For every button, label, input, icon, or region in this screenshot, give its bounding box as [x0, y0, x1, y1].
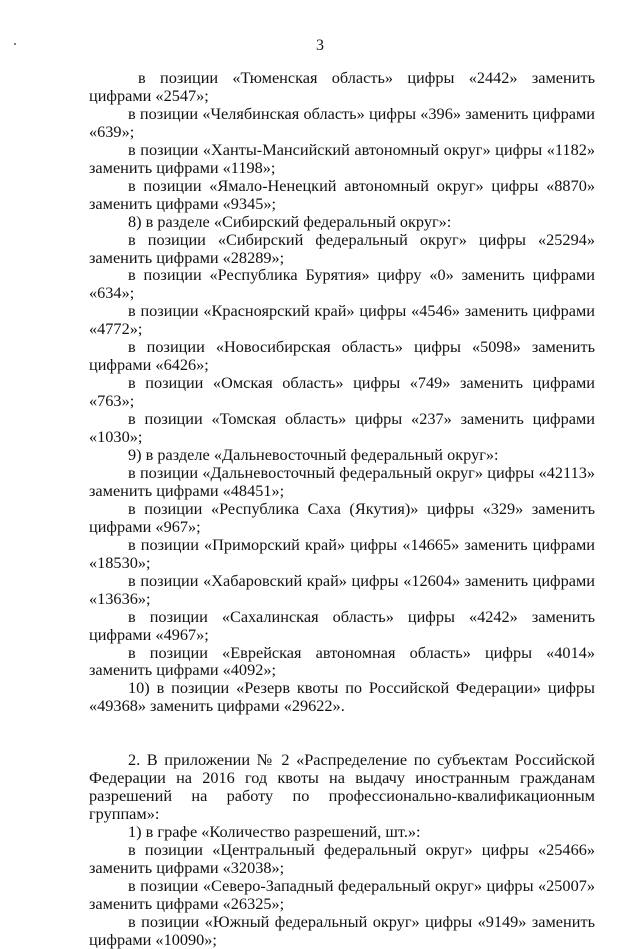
paragraph: в позиции «Новосибирская область» цифры «5098» заменить цифрами «6426»; [89, 337, 595, 375]
paragraph: в позиции «Тюменская область» цифры «2442» заменить цифрами «2547»; [89, 68, 595, 105]
paragraph: в позиции «Ханты-Мансийский автономный округ» цифры «1182» заменить цифрами «1198»; [89, 139, 595, 177]
paragraph: в позиции «Томская область» цифры «237» заменить цифрами «1030»; [89, 409, 595, 447]
paragraph: в позиции «Северо-Западный федеральный округ» цифры «25007» заменить цифрами «26325»; [89, 875, 595, 913]
paragraph: 2. В приложении № 2 «Распределение по субъектам Российской Федерации на 2016 год квоты на выдачу иностранным гражданам разрешений на работу по профессионально-квалификационным группам»: [89, 750, 595, 824]
paragraph: в позиции «Ямало-Ненецкий автономный округ» цифры «8870» заменить цифрами «9345»; [89, 175, 595, 213]
paragraph: в позиции «Сибирский федеральный округ» цифры «25294» заменить цифрами «28289»; [89, 229, 595, 267]
page-number: 3 [316, 37, 324, 54]
paragraph: в позиции «Омская область» цифры «749» заменить цифрами «763»; [89, 373, 595, 411]
paragraph: в позиции «Республика Бурятия» цифру «0» заменить цифрами «634»; [89, 265, 595, 303]
paragraph: в позиции «Центральный федеральный округ» цифры «25466» заменить цифрами «32038»; [89, 840, 595, 878]
section-heading: 8) в разделе «Сибирский федеральный округ»: [128, 211, 452, 231]
paragraph: в позиции «Южный федеральный округ» цифры «9149» заменить цифрами «10090»; [89, 911, 595, 949]
paragraph: в позиции «Приморский край» цифры «14665» заменить цифрами «18530»; [89, 534, 595, 572]
section-heading: 9) в разделе «Дальневосточный федеральный округ»: [128, 445, 499, 465]
paragraph: в позиции «Еврейская автономная область» цифры «4014» заменить цифрами «4092»; [89, 642, 595, 680]
scan-speck [14, 43, 16, 45]
section-heading: 1) в графе «Количество разрешений, шт.»: [128, 822, 421, 842]
paragraph: в позиции «Красноярский край» цифры «4546» заменить цифрами «4772»; [89, 301, 595, 339]
paragraph: 10) в позиции «Резерв квоты по Российской Федерации» цифры «49368» заменить цифрами «29622». [89, 678, 595, 716]
paragraph: в позиции «Сахалинская область» цифры «4242» заменить цифрами «4967»; [89, 606, 595, 644]
paragraph: в позиции «Хабаровский край» цифры «12604» заменить цифрами «13636»; [89, 570, 595, 608]
paragraph: в позиции «Челябинская область» цифры «396» заменить цифрами «639»; [89, 103, 595, 141]
paragraph-gap [89, 715, 595, 733]
document-body [89, 69, 595, 949]
paragraph: в позиции «Дальневосточный федеральный округ» цифры «42113» заменить цифрами «48451»; [89, 462, 595, 500]
paragraph: в позиции «Республика Саха (Якутия)» цифры «329» заменить цифрами «967»; [89, 498, 595, 536]
paragraph-gap [89, 733, 595, 751]
